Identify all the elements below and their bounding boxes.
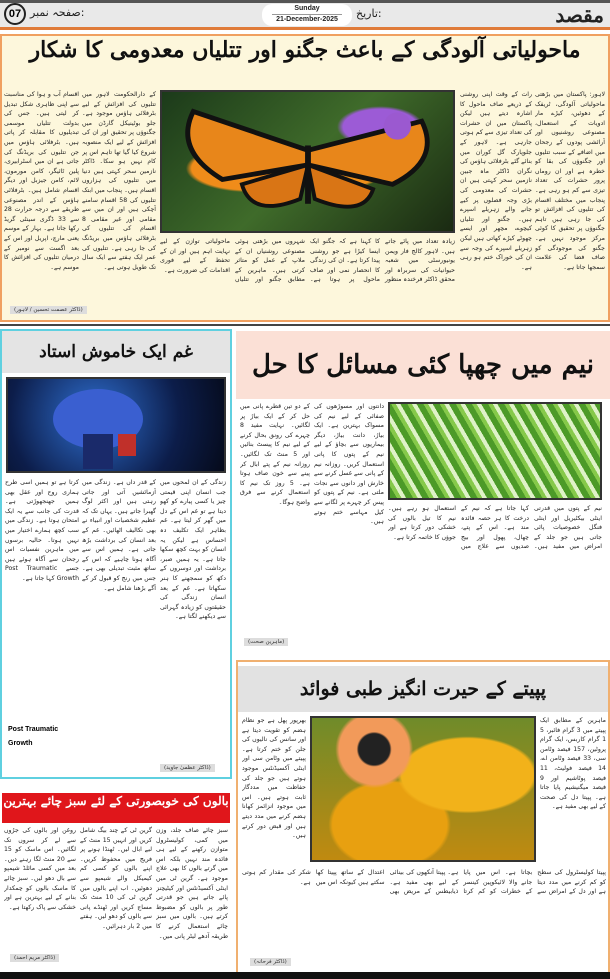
neem-leaves-photo <box>388 402 602 500</box>
neem-headline: نیم میں چھپا کئی مسائل کا حل <box>236 331 610 399</box>
neem-credit: (ماہرین صحت) <box>244 638 288 646</box>
papaya-col-left: بھرپور پھل ہے جو نظام ہضم کو تقویت دیتا ہے اور سانس کی نالیوں کی جلن کو ختم کرتا ہے۔ پپیتے میں وٹامن سی اور اینٹی آکسیڈنٹس موجود ہوتے ہیں جو جلد کی حفاظت میں مددگار ثابت ہوتے ہیں۔ اس میں موجود انزائمز کھانا ہضم کرنے میں مدد دیتے ہیں اور قبض دور کرتے ہیں۔ <box>242 717 306 840</box>
butterfly-credit: (ڈاکٹر عصمت تحسین / لاہور) <box>10 306 87 314</box>
date-label: تاریخ: <box>356 7 382 20</box>
date: 21-December-2025 <box>276 16 338 23</box>
papaya-headline: پپیتے کے حیرت انگیز طبی فوائد <box>238 666 608 712</box>
butterfly-photo <box>160 90 455 233</box>
grief-credit: (ڈاکٹر عظمیٰ جاوید) <box>160 764 215 772</box>
butterfly-col-1: لاہور: پاکستان میں بڑھتی ماحولیاتی آلودگی، ٹریفک کے دھوئیں، کیڑے مار ادویات کے استعمال، مصنوعی روشنیوں اور آرائشی پودوں کے رجحان میں اضافے کے سبب تتلیوں اور جگنوؤں کی بقا کو خطرہ ہے اور ان روماں پرور حشرات کی تعداد تیزی سے کم ہو رہی ہے۔ پنجاب میں مختلف اقسام کی تتلیوں کی افزائش تو کی جا رہی ہیں تاہم جگنوؤں پر تحقیق کا کوئی مرکز موجود نہیں ہے۔ جگنو کی موجودگی کو صاف فضا کی علامت سمجھا جاتا ہے۔ <box>535 91 605 271</box>
butterfly-col-2: رات کے وقت اپنی روشنی کے ذریعے صاف ماحول کا اشارہ دیتے ہیں لیکن پاکستان میں ان حشرات کی تعداد تیزی سے کم ہوتی جارہی ہے۔ لاہور کے جلوپارک گل کوران میں بنائے گئے بٹرفلائی ہاؤس کی نگران ڈاکٹر ماہ جبین نازمین سحر کہتی ہیں ان حشرات کی معدومی کی بڑی وجہ فصلوں پر کیے جانے والے زہریلے اسپرے ہیں۔ جگنو اور تتلیاں کیچوے، مچھر اور ایسے چھوٹے کیڑے کھاتی ہیں لیکن زہریلے اسپرے کی وجہ سے ان کی خوراک ختم ہو رہی ہے۔ <box>460 91 532 271</box>
neem-col-2: دانتوں اور مسوڑھوں کی صفائی کے لیے نیم کی مسواک بہترین ہے۔ ایک بیاڑ، دانت بیاڑ، دیگر بیماریوں سے بچاؤ کے لیے نیم کے پتوں کا پانی استعمال کریں۔ روزانہ نیم کے پانی سے غسل کرنے سے خارش اور دانوں سے نجات ملتی ہے۔ نیم کے پتوں کو پیس کر چہرے پر لگانے سے کیل مہاسے ختم ہوتے ہیں۔ <box>314 403 384 526</box>
grief-col-2: کے قدر داں ہے۔ زندگی میں آزمائشیں آتی اور جاتی رہتی ہیں اور اکثر لوگ گھبرا جاتے ہیں۔ یہاں تک کہ عظیم شخصیات اور انبیاء نے بھی تکالیف اٹھائیں۔ غم کے بعد انسان کی برداشت بڑھ جاتی ہے۔ ہمیں اس سے آگاہ ہونا چاہیے کہ اس کے ساتھ مثبت تبدیلی بھی ہے۔ جس میں رنج کو قبول کر کے آگے بڑھنا شامل ہے۔ <box>82 479 156 592</box>
section-divider <box>0 324 610 326</box>
papaya-credit: (ڈاکٹر فرحانہ) <box>250 958 291 966</box>
hair-col-2: گرین ٹی کے چند بیگ شامل کریں اور انہیں 15 منٹ کے لیے ابال لیں۔ ٹھنڈا ہونے پر فریج میں محفوظ کریں۔ اپنے بالوں کو کسی کم کیمیکل والے شیمپو سے دھوئیں۔ اب اپنے بالوں میں گرین ٹی کی 10 منٹ تک مساج کریں اور ٹھنڈے پانی سے بالوں کو دھو لیں۔ ہفتے میں 2 بار دہرائیں۔ <box>80 827 152 930</box>
hair-headline: بالوں کی خوبصورتی کے لئے سبز چائے بہترین <box>2 793 230 823</box>
day: Sunday <box>294 5 320 12</box>
grief-headline: غم ایک خاموش استاد <box>2 331 230 373</box>
grief-col-1: زندگی کے ان لمحوں میں جب انسان اپنی قیمتی چیز یا کسی پیارے کو کھو دیتا ہے تو غم اس کے دل میں گھر کر لیتا ہے۔ غم بظاہر ایک تکلیف دہ احساس ہے لیکن یہ انسان کو بہت کچھ سکھا جاتا ہے۔ یہ ہمیں صبر، برداشت اور دوسروں کے دکھ کو سمجھنے کا ہنر سکھاتا ہے۔ غم کے بعد انسان زندگی کی حقیقتوں کو زیادہ گہرائی سے دیکھنے لگتا ہے۔ <box>160 479 226 621</box>
hair-col-3: روغن اور بالوں کی جڑوں سے لے کر سروں تک لگائیں۔ اس ماسک کو 15 سے 20 منٹ لگا رہنے دیں۔ بعد میں کسی مائلڈ شیمپو سے بال دھو لیں۔ سبز چائے کا ماسک بالوں کو چمکدار بنانے کے لیے بہترین ہے اور خشکی سے پاک رکھتا ہے۔ <box>4 827 76 911</box>
butterfly-col-4: اقسام آب و ہوا کی مناسبت سے اپنی ظاہری شکل تبدیل کر لیتی ہیں۔ جس کی بدولت تتلیاں موسمی تبدیلیوں کا مقابلہ کر پاتی ہیں۔ بٹرفلائی ہاؤس میں جن تتلیوں کی بریڈنگ کی جاتی ہے ان میں اسٹرابیری، پلین ٹائیگر، کامن مورمون، لائم، کامن جیزبل اور دیگر اقسام شامل ہیں۔ بٹرفلائی ہاؤس کے اندر مصنوعی طریقے سے درجہ حرارت 28 سے 33 ڈگری سینٹی گریڈ رکھا جاتا ہے۔ بہار کے موسم یعنی مارچ، اپریل اور اس کے بعد اگست سے نومبر کے درمیان تتلیوں کی افزائش کا موسم ہے۔ <box>4 91 79 271</box>
page-number: 07 <box>4 3 26 25</box>
hair-col-1: سبز چائے صاف جلد، وزن میں کمی، کولیسٹرول متوازن رکھنے کے لیے ہی فائدہ مند نہیں بلکہ اس میں گرتے بالوں کا بھی علاج موجود ہے۔ گرین ٹی میں اینٹی آکسیڈنٹس اور کیٹیچنز پائے جاتے ہیں جو قدرتی طور پر بالوں کو مضبوط کرتے ہیں۔ بالوں میں سبز چائے استعمال کرنے کا طریقہ آدھے لیٹر پانی میں۔ <box>156 827 228 940</box>
neem-col-3: کے دو تین قطرے پانی میں حل کر کے ایک بیاڑ پر لگائیں۔ نہایت مفید 8 چہرے کی رونق بحال کرنے کے لیے نیم کا پیسٹ بنائیں اور 5 منٹ تک لگائیں۔ روزانہ نیم کے پتے ابال کر پینے سے خون صاف ہوتا ہے۔ 5 روز تک نیم کا استعمال کرنے سے فرق واضح ہوگا۔ <box>240 403 310 506</box>
newspaper-logo: مقصد <box>555 3 604 27</box>
butterfly-col-3: کے دارالحکومت لاہور میں تتلیوں کی افزائش کے لیے بٹرفلائی ہاؤس موجود ہے۔ جلو بوٹینیکل گارڈن میں جگنوؤں پر تحقیق اور ان کی افزائش کے لیے ایک منصوبہ شروع کیا گیا تھا تاہم اس پر کام نہیں ہو سکا۔ ڈاکٹر نازمین سحر کہتی ہیں دنیا میں تتلیوں کی ہزاروں اقسام ہیں۔ پنجاب میں ابتک تتلیوں کی 58 اقسام سامنے آچکی ہیں اور ان میں سے مقامی اور غیر مقامی 8 اقسام کی تتلیوں کی بٹرفلائی ہاؤس میں بریڈنگ کی جا رہی ہے۔ تتلیوں کی عمر ایک ہفتے سے ایک سال تک طویل ہوتی ہے۔ <box>82 91 156 271</box>
page-label: صفحہ نمبر: <box>30 6 85 19</box>
grief-illustration <box>6 377 226 473</box>
date-box <box>262 4 352 26</box>
neem-col-1: نیم کے پتوں میں قدرتی اینٹی بیکٹیریل اور اینٹی فنگل خصوصیات پائی جاتی ہیں جو جلد کے امراض میں مفید ہیں۔ کہا جاتا ہے کہ نیم کے درخت کا ہر حصہ فائدہ مند ہے۔ اس کے پتے، چھال، پھول اور بیج صدیوں سے علاج میں استعمال ہو رہے ہیں۔ نیم کا تیل بالوں کی خشکی دور کرتا ہے اور جوؤں کا خاتمہ کرتا ہے۔ <box>388 505 602 551</box>
sad-figure-image <box>8 379 224 471</box>
footer-bar <box>0 972 610 979</box>
butterfly-col-bottom: زیادہ تعداد میں پائے جاتے ہیں۔ لاہور کالج فار ویمن یونیورسٹی میں شعبہ حیوانیات کی سربراہ اور محقق ڈاکٹر فرخندہ منظور کا کہنا ہے کہ جگنو ایک ایسا کیڑا ہے جو روشنی پیدا کرتا ہے۔ ان کی زندگی کا انحصار نمی اور صاف ماحول پر ہوتا ہے۔ شہروں میں بڑھتی ہوئی مصنوعی روشنیاں ان کے ملاپ کے عمل کو متاثر کرتی ہیں۔ ماہرین کے مطابق جگنو اور تتلیاں ماحولیاتی توازن کے لیے نہایت اہم ہیں اور ان کے تحفظ کے لیے فوری اقدامات کی ضرورت ہے۔ <box>160 238 455 284</box>
hair-credit: (ڈاکٹر مریم احمد) <box>10 954 59 962</box>
grief-en-term-ptg: Post Traumatic <box>8 726 59 733</box>
papaya-col-bottom: پپیتا کولیسٹرول کی سطح کو کم کرنے میں مدد دیتا ہے اور دل کے امراض سے بچاتا ہے۔ اس میں پایا جانے والا لائیکوپین کینسر کے خطرات کو کم کرتا ہے۔ پپیتا آنکھوں کی بینائی کے لیے بھی مفید ہے۔ ذیابیطس کے مریض بھی اعتدال کے ساتھ پپیتا کھا سکتے ہیں کیونکہ اس میں شکر کی مقدار کم ہوتی ہے۔ <box>242 869 606 896</box>
grief-en-term-growth: Growth <box>8 740 33 747</box>
monarch-butterfly-image <box>162 92 453 231</box>
papaya-photo <box>310 716 536 862</box>
papaya-col-right: ماہرین کے مطابق ایک پپیتے میں 3 گرام فائبر، 5 1 گرام کاربس، ایک گرام پروٹین، 157 فیصد وٹامن سی، 33 فیصد وٹامن اے، 14 فیصد فولیٹ، 11 فیصد پوٹاشیم اور 9 فیصد میگنیشیم پایا جاتا ہے۔ پپیتا دل کی صحت کے لیے بھی مفید ہے۔ <box>540 717 606 811</box>
grief-col-3: کرتا ہے تو ہمیں اسی طرح ہماری روح اور عقل بھی ہمیں جھنجھوڑتی ہے۔ قدرت کی جانب سے یہ ایک امتحان ہوتا ہے۔ زندگی میں سب کچھ ہمارے اختیار میں نہیں ہوتا۔ حالیہ برسوں میں ماہرین نفسیات اس رجحان سے آگاہ ہوئے ہیں جسے Post Traumatic Growth کہا جاتا ہے۔ <box>5 479 79 582</box>
butterfly-headline: ماحولیاتی آلودگی کے باعث جگنو اور تتلیاں معدومی کا شکار <box>29 37 581 63</box>
